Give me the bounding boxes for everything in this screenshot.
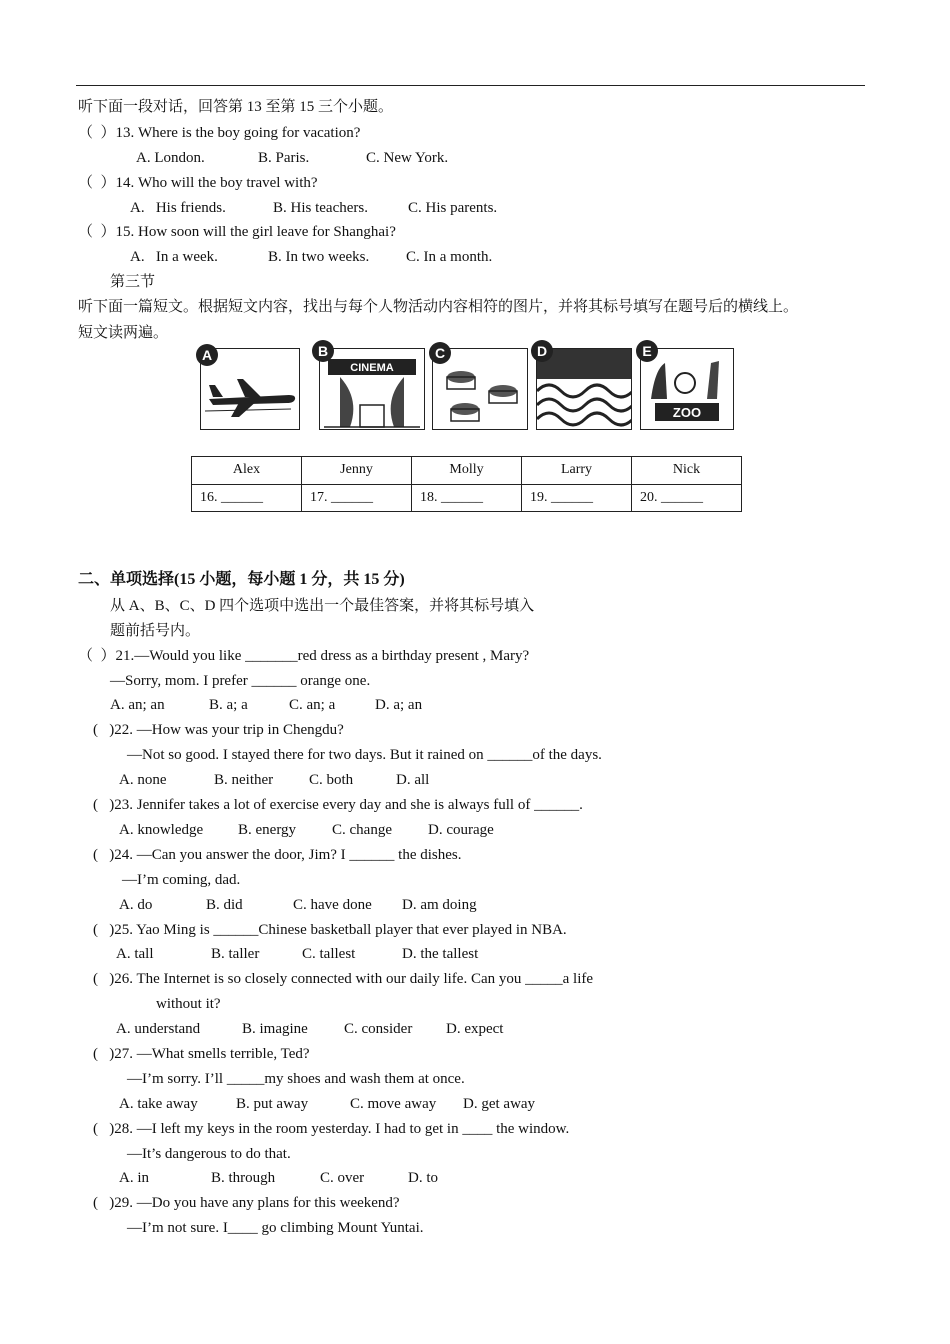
option-23c: C. change bbox=[332, 822, 392, 838]
question-14: （ ）14. Who will the boy travel with? bbox=[78, 175, 318, 191]
option-22d: D. all bbox=[396, 772, 430, 788]
cinema-icon bbox=[320, 349, 424, 429]
name-cell: Alex bbox=[192, 457, 302, 485]
question-24-reply: —I’m coming, dad. bbox=[122, 872, 241, 888]
option-25c: C. tallest bbox=[302, 946, 356, 962]
question-22-reply: —Not so good. I stayed there for two days. But it rained on ______of the days. bbox=[127, 747, 602, 763]
option-27b: B. put away bbox=[236, 1096, 309, 1112]
section-2-instruction: 从 A、B、C、D 四个选项中选出一个最佳答案，并将其标号填入 bbox=[110, 598, 535, 614]
picture-letter-e: E bbox=[636, 340, 658, 362]
picture-letter-b: B bbox=[312, 340, 334, 362]
question-29-reply: —I’m not sure. I____ go climbing Mount Yuntai. bbox=[127, 1220, 424, 1236]
option-26a: A. understand bbox=[116, 1021, 201, 1037]
answer-blank-17[interactable]: 17. ______ bbox=[302, 484, 412, 512]
option-25d: D. the tallest bbox=[402, 946, 479, 962]
option-21a: A. an; an bbox=[110, 697, 165, 713]
option-14b: B. His teachers. bbox=[273, 200, 368, 216]
option-26c: C. consider bbox=[344, 1021, 413, 1037]
name-cell: Jenny bbox=[302, 457, 412, 485]
cinema-sign: CINEMA bbox=[350, 362, 394, 374]
question-26: ( )26. The Internet is so closely connected with our daily life. Can you _____a life bbox=[93, 971, 594, 987]
option-23b: B. energy bbox=[238, 822, 297, 838]
question-15: （ ）15. How soon will the girl leave for Shanghai? bbox=[78, 224, 396, 240]
picture-b bbox=[319, 348, 425, 430]
question-25: ( )25. Yao Ming is ______Chinese basketball player that ever played in NBA. bbox=[93, 922, 567, 938]
name-cell: Molly bbox=[412, 457, 522, 485]
dialogue-instruction: 听下面一段对话，回答第 13 至第 15 三个小题。 bbox=[78, 99, 394, 115]
table-row bbox=[192, 457, 742, 485]
zoo-sign: ZOO bbox=[672, 405, 702, 420]
section-2-heading: 二、单项选择(15 小题，每小题 1 分，共 15 分) bbox=[78, 571, 405, 588]
question-21-reply: —Sorry, mom. I prefer ______ orange one. bbox=[110, 673, 371, 689]
option-27d: D. get away bbox=[463, 1096, 536, 1112]
picture-letter-d: D bbox=[531, 340, 553, 362]
option-15b: B. In two weeks. bbox=[268, 249, 370, 265]
zoo-animals-icon bbox=[641, 349, 733, 429]
option-13b: B. Paris. bbox=[258, 150, 310, 166]
picture-letter-c: C bbox=[429, 342, 451, 364]
option-13a: A. London. bbox=[136, 150, 205, 166]
option-28b: B. through bbox=[211, 1170, 276, 1186]
answer-blank-19[interactable]: 19. ______ bbox=[522, 484, 632, 512]
picture-d bbox=[536, 348, 632, 430]
option-24b: B. did bbox=[206, 897, 243, 913]
question-29: ( )29. —Do you have any plans for this weekend? bbox=[93, 1195, 400, 1211]
section-3-instruction-2: 短文读两遍。 bbox=[78, 325, 169, 341]
section-2-instruction-2: 题前括号内。 bbox=[110, 623, 201, 639]
option-13c: C. New York. bbox=[366, 150, 449, 166]
question-13: （ ）13. Where is the boy going for vacation? bbox=[78, 125, 361, 141]
option-14a: A. His friends. bbox=[130, 200, 226, 216]
question-27: ( )27. —What smells terrible, Ted? bbox=[93, 1046, 310, 1062]
answer-blank-18[interactable]: 18. ______ bbox=[412, 484, 522, 512]
question-26-cont: without it? bbox=[156, 996, 221, 1012]
question-24: ( )24. —Can you answer the door, Jim? I ______ the dishes. bbox=[93, 847, 462, 863]
option-22a: A. none bbox=[119, 772, 167, 788]
option-27a: A. take away bbox=[119, 1096, 198, 1112]
option-28d: D. to bbox=[408, 1170, 438, 1186]
picture-e bbox=[640, 348, 734, 430]
activity-pictures bbox=[194, 340, 746, 432]
option-28c: C. over bbox=[320, 1170, 365, 1186]
top-rule bbox=[76, 85, 865, 86]
option-21b: B. a; a bbox=[209, 697, 248, 713]
option-25b: B. taller bbox=[211, 946, 260, 962]
name-cell: Nick bbox=[632, 457, 742, 485]
option-23a: A. knowledge bbox=[119, 822, 204, 838]
picture-letter-a: A bbox=[196, 344, 218, 366]
question-27-reply: —I’m sorry. I’ll _____my shoes and wash them at once. bbox=[127, 1071, 465, 1087]
question-28-reply: —It’s dangerous to do that. bbox=[127, 1146, 291, 1162]
option-26d: D. expect bbox=[446, 1021, 504, 1037]
option-24d: D. am doing bbox=[402, 897, 477, 913]
option-24c: C. have done bbox=[293, 897, 372, 913]
question-28: ( )28. —I left my keys in the room yesterday. I had to get in ____ the window. bbox=[93, 1121, 570, 1137]
option-27c: C. move away bbox=[350, 1096, 437, 1112]
answer-blank-20[interactable]: 20. ______ bbox=[632, 484, 742, 512]
question-22: ( )22. —How was your trip in Chengdu? bbox=[93, 722, 344, 738]
option-23d: D. courage bbox=[428, 822, 494, 838]
option-21c: C. an; a bbox=[289, 697, 336, 713]
option-21d: D. a; an bbox=[375, 697, 423, 713]
section-3-label: 第三节 bbox=[110, 274, 156, 290]
option-26b: B. imagine bbox=[242, 1021, 308, 1037]
option-24a: A. do bbox=[119, 897, 153, 913]
option-25a: A. tall bbox=[116, 946, 154, 962]
option-15c: C. In a month. bbox=[406, 249, 493, 265]
option-28a: A. in bbox=[119, 1170, 149, 1186]
option-22c: C. both bbox=[309, 772, 354, 788]
name-cell: Larry bbox=[522, 457, 632, 485]
name-answer-table bbox=[191, 456, 742, 512]
answer-blank-16[interactable]: 16. ______ bbox=[192, 484, 302, 512]
option-22b: B. neither bbox=[214, 772, 274, 788]
table-row bbox=[192, 484, 742, 512]
option-14c: C. His parents. bbox=[408, 200, 498, 216]
section-3-instruction: 听下面一篇短文。根据短文内容，找出与每个人物活动内容相符的图片，并将其标号填写在题号后的横线上。 bbox=[78, 299, 799, 315]
sea-waves-icon bbox=[537, 349, 631, 429]
question-21: （ ）21.—Would you like _______red dress as a birthday present , Mary? bbox=[78, 648, 530, 664]
question-23: ( )23. Jennifer takes a lot of exercise every day and she is always full of ______. bbox=[93, 797, 583, 813]
option-15a: A. In a week. bbox=[130, 249, 218, 265]
